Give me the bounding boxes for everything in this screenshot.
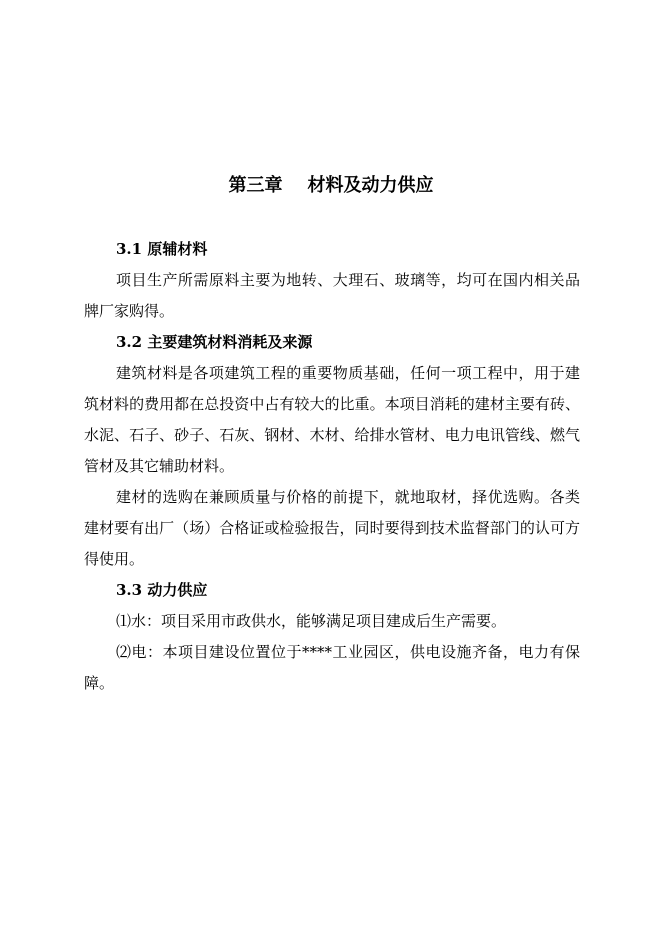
paragraph-material-selection: 建材的选购在兼顾质量与价格的前提下，就地取材，择优选购。各类建材要有出厂（场）合格证或检验报告，同时要得到技术监督部门的认可方得使用。: [84, 488, 580, 568]
chapter-title: 第三章 材料及动力供应: [228, 175, 434, 196]
paragraph-power-supply: ⑵电：本项目建设位置位于****工业园区，供电设施齐备，电力有保障。: [84, 643, 580, 692]
section-heading-3-1: 3.1 原辅材料: [116, 240, 208, 258]
paragraph-raw-materials: 项目生产所需原料主要为地转、大理石、玻璃等，均可在国内相关品牌厂家购得。: [84, 271, 580, 320]
paragraph-building-materials: 建筑材料是各项建筑工程的重要物质基础，任何一项工程中，用于建筑材料的费用都在总投资中占有较大的比重。本项目消耗的建材主要有砖、水泥、石子、砂子、石灰、钢材、木材、给排水管材、电力电讯管线、燃气管材及其它辅助材料。: [84, 364, 580, 475]
document-body: [84, 234, 580, 699]
section-heading-3-2: 3.2 主要建筑材料消耗及来源: [116, 333, 313, 351]
section-heading-3-3: 3.3 动力供应: [116, 581, 208, 599]
paragraph-water-supply: ⑴水：项目采用市政供水，能够满足项目建成后生产需要。: [116, 612, 507, 630]
